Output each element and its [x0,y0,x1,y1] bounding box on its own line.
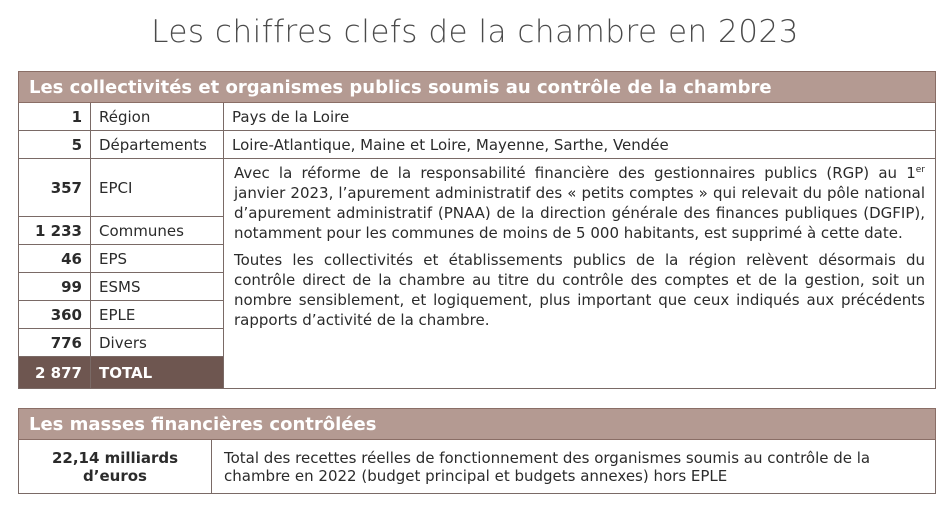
reform-paragraph-2: Toutes les collectivités et établissements publics de la région relèvent désormais du contrôle direct de la chambre au titre du contrôle des comptes et de la gestion, soit un nombre sensiblement, et logiquement, plus important que ceux indiqués aux précédents rapports d’activité de la chambre. [234,251,925,329]
count-cell: 5 [19,131,91,159]
label-cell: Départements [91,131,224,159]
count-cell: 357 [19,159,91,217]
table-row [19,159,936,217]
table-row [19,103,936,131]
table-row [19,440,936,494]
label-cell: EPCI [91,159,224,217]
count-cell: 46 [19,245,91,273]
amount-cell: 22,14 milliards d’euros [19,440,212,494]
departements-detail: Loire-Atlantique, Maine et Loire, Mayenne, Sarthe, Vendée [224,131,936,159]
description-cell: Total des recettes réelles de fonctionnement des organismes soumis au contrôle de la chambre en 2022 (budget principal et budgets annexes) hors EPLE [212,440,936,494]
table-row [19,131,936,159]
page-title: Les chiffres clefs de la chambre en 2023 [151,14,799,50]
reform-explanation [224,159,936,389]
total-count: 2 877 [19,357,91,389]
financial-table [18,408,936,494]
region-detail: Pays de la Loire [224,103,936,131]
label-cell: EPS [91,245,224,273]
organisms-table [18,71,936,389]
count-cell: 1 233 [19,217,91,245]
count-cell: 1 [19,103,91,131]
label-cell: Région [91,103,224,131]
organisms-table-header: Les collectivités et organismes publics soumis au contrôle de la chambre [19,72,936,103]
count-cell: 99 [19,273,91,301]
total-label: TOTAL [91,357,224,389]
label-cell: EPLE [91,301,224,329]
count-cell: 776 [19,329,91,357]
label-cell: ESMS [91,273,224,301]
label-cell: Communes [91,217,224,245]
reform-paragraph-1: Avec la réforme de la responsabilité financière des gestionnaires publics (RGP) au 1er janvier 2023, l’apurement administratif des « petits comptes » qui relevait du pôle national d’apurement administratif (PNAA) de la direction générale des finances publiques (DGFIP), notamment pour les communes de moins de 5 000 habitants, est supprimé à cette date. [234,164,925,242]
financial-table-header: Les masses financières contrôlées [19,409,936,440]
count-cell: 360 [19,301,91,329]
label-cell: Divers [91,329,224,357]
